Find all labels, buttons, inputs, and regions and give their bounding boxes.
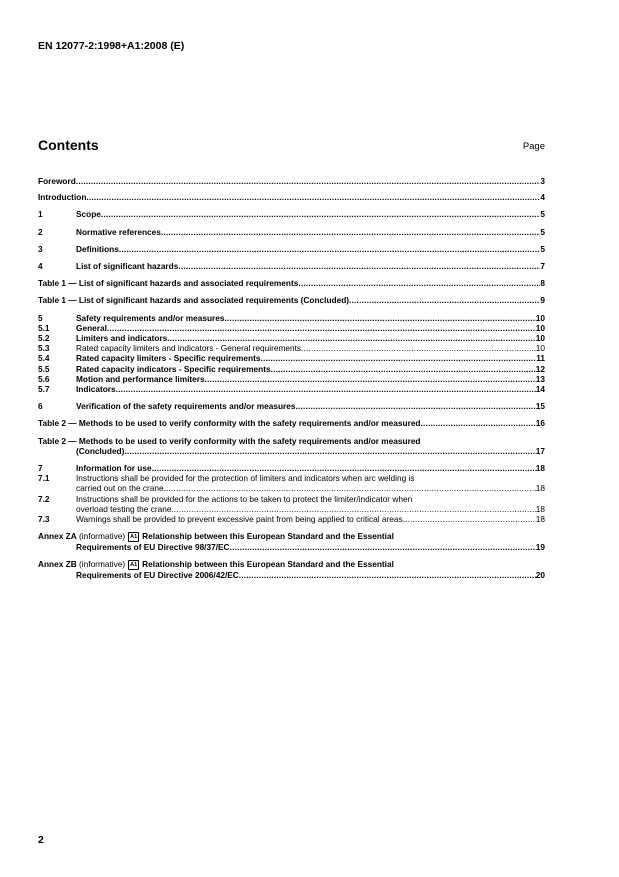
toc-entry-5-1[interactable]: 5.1 General ..... 10 (38, 323, 545, 333)
toc-entry-1[interactable]: 1 Scope ..... 5 (38, 209, 545, 219)
toc-entry-7-1[interactable]: 7.1 Instructions shall be provided for the protection of limiters and indicators when arc welding is carried out on the crane. ..... 18 (38, 473, 545, 493)
amendment-a1-icon: A1 (130, 562, 138, 569)
toc-entry-table-2-concluded[interactable]: Table 2 — Methods to be used to verify conformity with the safety requirements and/or measured (Concluded) ..... 17 (38, 436, 545, 456)
table-of-contents (38, 176, 545, 580)
toc-entry-3[interactable]: 3 Definitions ..... 5 (38, 244, 545, 254)
toc-entry-7-3[interactable]: 7.3 Warnings shall be provided to prevent excessive paint from being applied to critical areas. ..... 18 (38, 514, 545, 524)
amendment-a1-icon: A1 (130, 534, 138, 541)
toc-entry-annex-zb[interactable]: Annex ZB (informative) A1 Relationship between this European Standard and the Essential Requirements of EU Directive 2006/42/EC ..... 20 (38, 559, 545, 580)
toc-entry-annex-za[interactable]: Annex ZA (informative) A1 Relationship between this European Standard and the Essential Requirements of EU Directive 98/37/EC ..... 19 (38, 531, 545, 552)
page-column-label: Page (522, 141, 545, 152)
toc-entry-foreword[interactable]: Foreword ..... 3 (38, 176, 545, 186)
toc-entry-5[interactable]: 5 Safety requirements and/or measures ..... 10 (38, 313, 545, 323)
toc-entry-7[interactable]: 7 Information for use ..... 18 (38, 463, 545, 473)
toc-entry-table-1-concluded[interactable]: Table 1 — List of significant hazards and associated requirements (Concluded) ..... 9 (38, 295, 545, 305)
toc-entry-5-2[interactable]: 5.2 Limiters and indicators ..... 10 (38, 333, 545, 343)
document-header: EN 12077-2:1998+A1:2008 (E) (38, 40, 185, 52)
toc-entry-5-4[interactable]: 5.4 Rated capacity limiters - Specific requirements ..... 11 (38, 353, 545, 363)
toc-entry-introduction[interactable]: Introduction ..... 4 (38, 192, 545, 202)
toc-entry-5-6[interactable]: 5.6 Motion and performance limiters ..... 13 (38, 374, 545, 384)
toc-entry-table-1[interactable]: Table 1 — List of significant hazards and associated requirements ..... 8 (38, 278, 545, 288)
toc-entry-2[interactable]: 2 Normative references ..... 5 (38, 227, 545, 237)
toc-entry-table-2[interactable]: Table 2 — Methods to be used to verify conformity with the safety requirements and/or measured ..... 16 (38, 418, 545, 428)
toc-entry-5-5[interactable]: 5.5 Rated capacity indicators - Specific requirements ..... 12 (38, 364, 545, 374)
page-number: 2 (38, 834, 44, 846)
page-title: Contents (38, 137, 99, 153)
toc-entry-5-7[interactable]: 5.7 Indicators ..... 14 (38, 384, 545, 394)
toc-entry-6[interactable]: 6 Verification of the safety requirements and/or measures ..... 15 (38, 401, 545, 411)
toc-entry-4[interactable]: 4 List of significant hazards ..... 7 (38, 261, 545, 271)
toc-entry-5-3[interactable]: 5.3 Rated capacity limiters and indicators - General requirements ..... 10 (38, 343, 545, 353)
toc-entry-7-2[interactable]: 7.2 Instructions shall be provided for the actions to be taken to protect the limiter/indicator when overload testing the crane. ..... 18 (38, 494, 545, 514)
